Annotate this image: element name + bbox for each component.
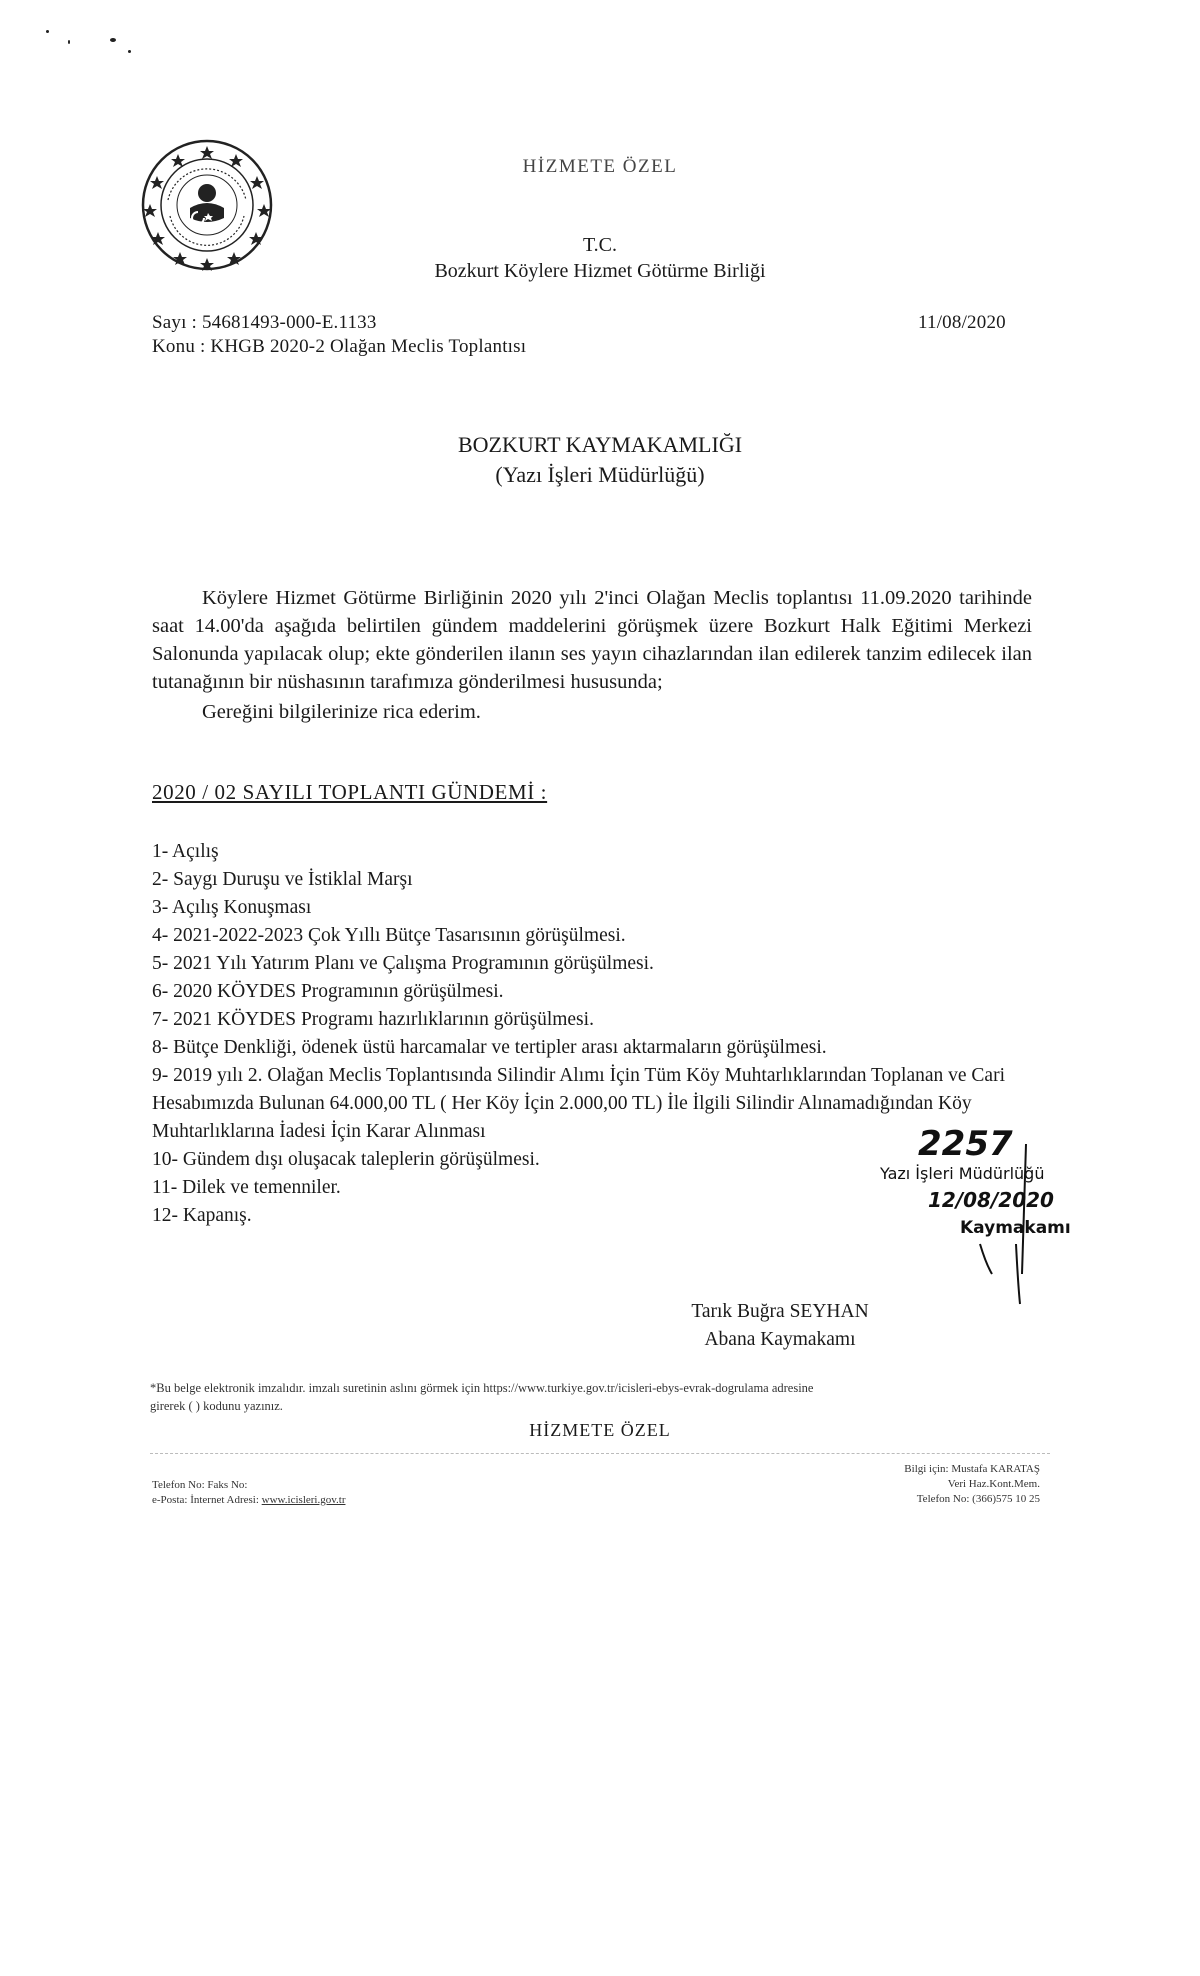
footer-info-person: Bilgi için: Mustafa KARATAŞ	[904, 1463, 1040, 1475]
footer-divider	[150, 1453, 1050, 1454]
agenda-item: 11- Dilek ve temenniler.	[152, 1177, 341, 1198]
received-stamp	[868, 1124, 1098, 1324]
footer-website-link[interactable]: www.icisleri.gov.tr	[261, 1494, 346, 1506]
country-label: T.C.	[582, 234, 618, 256]
agenda-item: 10- Gündem dışı oluşacak taleplerin görüşülmesi.	[152, 1149, 540, 1170]
document-subject: Konu : KHGB 2020-2 Olağan Meclis Toplantısı	[152, 336, 527, 357]
classification-bottom: HİZMETE ÖZEL	[529, 1420, 671, 1440]
signer-title: Abana Kaymakamı	[704, 1329, 856, 1350]
agenda-item: 2- Saygı Duruşu ve İstiklal Marşı	[152, 869, 413, 890]
esign-note-line1: *Bu belge elektronik imzalıdır. imzalı suretinin aslını görmek için https://www.turkiye.gov.tr/icisleri-ebys-evrak-dogrulama adresine	[150, 1381, 814, 1395]
footer-contact-right	[780, 1462, 1040, 1507]
letter-body	[152, 584, 1032, 726]
organization-name: Bozkurt Köylere Hizmet Götürme Birliği	[434, 260, 766, 282]
agenda-item: 3- Açılış Konuşması	[152, 897, 312, 918]
document-date: 11/08/2020	[918, 312, 1006, 333]
footer-info-role: Veri Haz.Kont.Mem.	[947, 1478, 1040, 1490]
agenda-item: 12- Kapanış.	[152, 1205, 252, 1226]
agenda-item: 7- 2021 KÖYDES Programı hazırlıklarının görüşülmesi.	[152, 1009, 594, 1030]
stamp-date: 12/08/2020	[928, 1188, 1054, 1212]
agenda-item: 8- Bütçe Denkliği, ödenek üstü harcamalar ve tertipler arası aktarmaların görüşülmesi.	[152, 1037, 827, 1058]
recipient-department: (Yazı İşleri Müdürlüğü)	[495, 462, 705, 487]
footer-email-web	[152, 1493, 345, 1508]
signature-scribble-icon	[868, 1124, 1098, 1324]
document-number: Sayı : 54681493-000-E.1133	[152, 312, 377, 333]
recipient-name: BOZKURT KAYMAKAMLIĞI	[457, 432, 743, 457]
esign-note-line2: girerek ( ) kodunu yazınız.	[150, 1399, 283, 1413]
agenda-item: 4- 2021-2022-2023 Çok Yıllı Bütçe Tasarısının görüşülmesi.	[152, 925, 626, 946]
footer-contact-left	[152, 1478, 345, 1508]
agenda-item: 9- 2019 yılı 2. Olağan Meclis Toplantısında Silindir Alımı İçin Tüm Köy Muhtarlıklarından Toplanan ve Cari Hesabımızda Bulunan 64.000,00 TL ( Her Köy İçin 2.000,00 TL) İle İlgili Silindir Alınamadığından Köy Muhtarlıklarına İadesi İçin Karar Alınması	[152, 1065, 1005, 1142]
stamp-title: Kaymakamı	[960, 1218, 1071, 1238]
body-paragraph: Köylere Hizmet Götürme Birliğinin 2020 yılı 2'inci Olağan Meclis toplantısı 11.09.2020 tarihinde saat 14.00'da aşağıda belirtilen gündem maddelerini görüşmek üzere Bozkurt Halk Eğitimi Merkezi Salonunda yapılacak olup; ekte gönderilen ilanın ses yayın cihazlarından ilan edilerek tanzim edilecek ilan tutanağının bir nüshasının tarafımıza gönderilmesi hususunda;	[152, 587, 1032, 693]
agenda-item: 1- Açılış	[152, 841, 219, 862]
footer-phone-fax: Telefon No: Faks No:	[152, 1479, 248, 1491]
stamp-department: Yazı İşleri Müdürlüğü	[880, 1164, 1045, 1183]
footer-info-phone: Telefon No: (366)575 10 25	[916, 1493, 1040, 1505]
agenda-item: 5- 2021 Yılı Yatırım Planı ve Çalışma Programının görüşülmesi.	[152, 953, 654, 974]
stamp-number: 2257	[918, 1124, 1013, 1164]
body-closing: Gereğini bilgilerinize rica ederim.	[202, 701, 481, 723]
footer-email-label: e-Posta: İnternet Adresi:	[152, 1494, 262, 1506]
signer-name: Tarık Buğra SEYHAN	[691, 1301, 869, 1322]
agenda-item: 6- 2020 KÖYDES Programının görüşülmesi.	[152, 981, 504, 1002]
agenda-title: 2020 / 02 SAYILI TOPLANTI GÜNDEMİ :	[152, 780, 548, 804]
classification-top: HİZMETE ÖZEL	[522, 156, 678, 177]
